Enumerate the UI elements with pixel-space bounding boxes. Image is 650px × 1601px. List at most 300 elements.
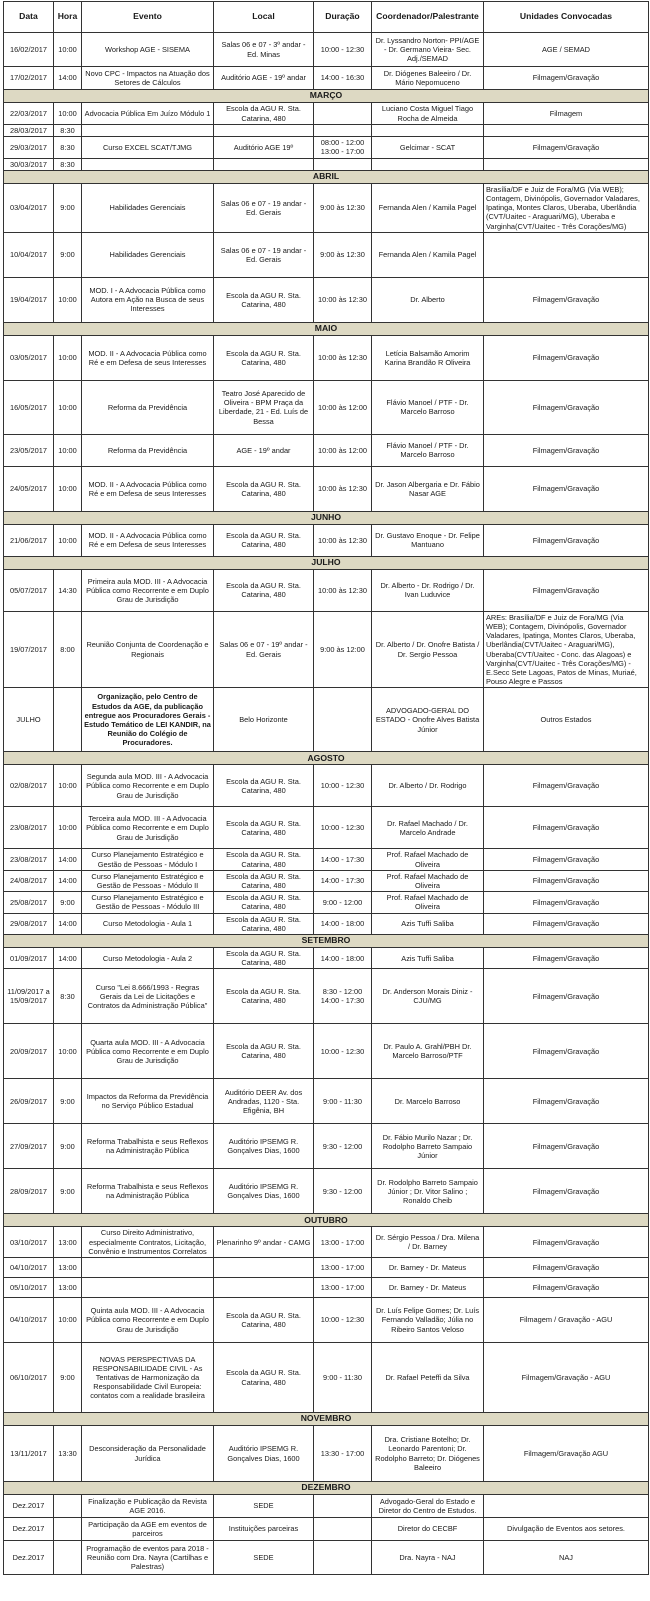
- cell-hora: [54, 1495, 82, 1518]
- cell-local: Escola da AGU R. Sta. Catarina, 480: [214, 807, 314, 849]
- cell-evento: Curso Direito Administrativo, especialmente Contratos, Licitação, Convênio e Instrumentos Correlatos: [82, 1227, 214, 1258]
- cell-coordenador: Diretor do CECBF: [372, 1518, 484, 1541]
- table-row: [4, 969, 649, 1024]
- month-label: MAIO: [4, 322, 649, 335]
- cell-coordenador: Dr. Barney - Dr. Mateus: [372, 1258, 484, 1278]
- table-row: [4, 1227, 649, 1258]
- table-row: [4, 849, 649, 870]
- cell-duracao: 9:00 às 12:30: [314, 232, 372, 277]
- cell-duracao: 9:00 às 12:00: [314, 611, 372, 688]
- cell-hora: 10:00: [54, 807, 82, 849]
- cell-duracao: 9:00 - 11:30: [314, 1343, 372, 1413]
- cell-data: 26/09/2017: [4, 1079, 54, 1124]
- cell-hora: 8:30: [54, 137, 82, 158]
- cell-evento: Curso "Lei 8.666/1993 - Regras Gerais da Lei de Licitações e Contratos da Administração Pública": [82, 969, 214, 1024]
- cell-local: Escola da AGU R. Sta. Catarina, 480: [214, 103, 314, 125]
- cell-hora: 8:30: [54, 969, 82, 1024]
- cell-unidades: Filmagem/Gravação - AGU: [484, 1343, 649, 1413]
- cell-unidades: Filmagem/Gravação: [484, 913, 649, 934]
- cell-coordenador: Dra. Cristiane Botelho; Dr. Leonardo Parentoni; Dr. Rodolpho Barreto; Dr. Diógenes Baleeiro: [372, 1426, 484, 1482]
- cell-local: AGE - 19º andar: [214, 434, 314, 466]
- month-separator: [4, 511, 649, 524]
- table-row: [4, 611, 649, 688]
- cell-duracao: [314, 1495, 372, 1518]
- cell-hora: 10:00: [54, 1024, 82, 1079]
- cell-local: Auditório AGE - 19º andar: [214, 67, 314, 90]
- cell-hora: 14:00: [54, 870, 82, 891]
- cell-data: 23/05/2017: [4, 434, 54, 466]
- cell-data: 19/04/2017: [4, 277, 54, 322]
- cell-evento: Segunda aula MOD. III - A Advocacia Pública como Recorrente e em Duplo Grau de Jurisdição: [82, 765, 214, 807]
- cell-evento: Participação da AGE em eventos de parceiros: [82, 1518, 214, 1541]
- table-row: [4, 434, 649, 466]
- table-row: [4, 1343, 649, 1413]
- col-header-evento: Evento: [82, 2, 214, 33]
- month-separator: [4, 1413, 649, 1426]
- table-row: [4, 1518, 649, 1541]
- cell-data: 23/08/2017: [4, 807, 54, 849]
- cell-evento: MOD. II - A Advocacia Pública como Ré e em Defesa de seus Interesses: [82, 524, 214, 556]
- cell-coordenador: Flávio Manoel / PTF - Dr. Marcelo Barroso: [372, 434, 484, 466]
- cell-data: 03/05/2017: [4, 335, 54, 380]
- cell-hora: 10:00: [54, 380, 82, 434]
- cell-hora: 14:00: [54, 913, 82, 934]
- cell-duracao: [314, 688, 372, 752]
- cell-data: 06/10/2017: [4, 1343, 54, 1413]
- cell-local: Belo Horizonte: [214, 688, 314, 752]
- cell-local: [214, 1258, 314, 1278]
- cell-duracao: 08:00 - 12:00 13:00 - 17:00: [314, 137, 372, 158]
- cell-duracao: [314, 1541, 372, 1575]
- cell-local: Escola da AGU R. Sta. Catarina, 480: [214, 765, 314, 807]
- cell-data: 27/09/2017: [4, 1124, 54, 1169]
- cell-data: 21/06/2017: [4, 524, 54, 556]
- cell-data: 28/09/2017: [4, 1169, 54, 1214]
- cell-hora: 9:00: [54, 892, 82, 913]
- cell-coordenador: Fernanda Alen / Kamila Pagel: [372, 183, 484, 232]
- cell-coordenador: Dr. Alberto - Dr. Rodrigo / Dr. Ivan Luduvice: [372, 569, 484, 611]
- col-header-hora: Hora: [54, 2, 82, 33]
- cell-evento: Reforma Trabalhista e seus Reflexos na Administração Pública: [82, 1169, 214, 1214]
- cell-local: Escola da AGU R. Sta. Catarina, 480: [214, 892, 314, 913]
- table-row: [4, 380, 649, 434]
- cell-local: Salas 06 e 07 - 19 andar - Ed. Gerais: [214, 232, 314, 277]
- cell-local: Escola da AGU R. Sta. Catarina, 480: [214, 870, 314, 891]
- cell-data: 05/07/2017: [4, 569, 54, 611]
- cell-data: 02/08/2017: [4, 765, 54, 807]
- cell-unidades: Filmagem/Gravação: [484, 1024, 649, 1079]
- cell-data: 23/08/2017: [4, 849, 54, 870]
- cell-evento: Curso Planejamento Estratégico e Gestão de Pessoas - Módulo II: [82, 870, 214, 891]
- cell-duracao: 10:00 - 12:30: [314, 33, 372, 67]
- cell-duracao: 14:00 - 16:30: [314, 67, 372, 90]
- col-header-local: Local: [214, 2, 314, 33]
- cell-coordenador: Dr. Anderson Morais Diniz - CJU/MG: [372, 969, 484, 1024]
- cell-data: 30/03/2017: [4, 158, 54, 170]
- cell-coordenador: Azis Tuffi Saliba: [372, 948, 484, 969]
- cell-local: [214, 125, 314, 137]
- cell-hora: 9:00: [54, 232, 82, 277]
- table-row: [4, 158, 649, 170]
- cell-coordenador: [372, 125, 484, 137]
- cell-unidades: Filmagem/Gravação: [484, 1079, 649, 1124]
- cell-duracao: 9:30 - 12:00: [314, 1169, 372, 1214]
- cell-hora: 10:00: [54, 466, 82, 511]
- cell-coordenador: ADVOGADO-GERAL DO ESTADO - Onofre Alves Batista Júnior: [372, 688, 484, 752]
- cell-unidades: Filmagem: [484, 103, 649, 125]
- cell-hora: [54, 1518, 82, 1541]
- cell-local: Salas 06 e 07 - 3º andar - Ed. Minas: [214, 33, 314, 67]
- month-separator: [4, 935, 649, 948]
- cell-hora: 9:00: [54, 1124, 82, 1169]
- cell-evento: Curso EXCEL SCAT/TJMG: [82, 137, 214, 158]
- table-row: [4, 870, 649, 891]
- table-row: [4, 807, 649, 849]
- cell-hora: 13:00: [54, 1278, 82, 1298]
- cell-hora: 10:00: [54, 524, 82, 556]
- cell-evento: Quarta aula MOD. III - A Advocacia Pública como Recorrente e em Duplo Grau de Jurisdição: [82, 1024, 214, 1079]
- cell-hora: [54, 1541, 82, 1575]
- table-row: [4, 1258, 649, 1278]
- cell-hora: 8:30: [54, 125, 82, 137]
- col-header-data: Data: [4, 2, 54, 33]
- cell-hora: 9:00: [54, 1169, 82, 1214]
- cell-evento: Habilidades Gerenciais: [82, 183, 214, 232]
- cell-duracao: 10:00 às 12:30: [314, 569, 372, 611]
- cell-local: [214, 1278, 314, 1298]
- cell-duracao: [314, 158, 372, 170]
- cell-duracao: [314, 1518, 372, 1541]
- cell-data: Dez.2017: [4, 1541, 54, 1575]
- cell-duracao: 10:00 - 12:30: [314, 1298, 372, 1343]
- cell-unidades: Filmagem/Gravação: [484, 277, 649, 322]
- cell-evento: Curso Metodologia - Aula 2: [82, 948, 214, 969]
- table-row: [4, 232, 649, 277]
- table-row: [4, 569, 649, 611]
- cell-hora: 8:00: [54, 611, 82, 688]
- cell-evento: Curso Planejamento Estratégico e Gestão de Pessoas - Módulo I: [82, 849, 214, 870]
- cell-unidades: [484, 232, 649, 277]
- table-row: [4, 1495, 649, 1518]
- cell-data: 17/02/2017: [4, 67, 54, 90]
- month-separator: [4, 556, 649, 569]
- cell-duracao: 9:00 às 12:30: [314, 183, 372, 232]
- cell-duracao: 14:00 - 17:30: [314, 870, 372, 891]
- cell-evento: [82, 125, 214, 137]
- cell-duracao: 10:00 - 12:30: [314, 765, 372, 807]
- cell-hora: 13:00: [54, 1227, 82, 1258]
- cell-duracao: 9:00 - 11:30: [314, 1079, 372, 1124]
- cell-evento: Programação de eventos para 2018 - Reunião com Dra. Nayra (Cartilhas e Palestras): [82, 1541, 214, 1575]
- table-row: [4, 67, 649, 90]
- cell-duracao: [314, 125, 372, 137]
- cell-evento: Quinta aula MOD. III - A Advocacia Pública como Recorrente e em Duplo Grau de Jurisdição: [82, 1298, 214, 1343]
- month-separator: [4, 752, 649, 765]
- cell-coordenador: Prof. Rafael Machado de Oliveira: [372, 870, 484, 891]
- cell-local: Escola da AGU R. Sta. Catarina, 480: [214, 969, 314, 1024]
- cell-unidades: Filmagem/Gravação: [484, 807, 649, 849]
- cell-data: 16/02/2017: [4, 33, 54, 67]
- cell-local: Escola da AGU R. Sta. Catarina, 480: [214, 948, 314, 969]
- cell-coordenador: [372, 158, 484, 170]
- cell-data: 10/04/2017: [4, 232, 54, 277]
- cell-coordenador: Luciano Costa Miguel Tiago Rocha de Almeida: [372, 103, 484, 125]
- cell-data: 13/11/2017: [4, 1426, 54, 1482]
- cell-unidades: Filmagem/Gravação: [484, 524, 649, 556]
- cell-hora: 14:30: [54, 569, 82, 611]
- cell-coordenador: Dr. Barney - Dr. Mateus: [372, 1278, 484, 1298]
- cell-local: SEDE: [214, 1541, 314, 1575]
- cell-coordenador: Fernanda Alen / Kamila Pagel: [372, 232, 484, 277]
- cell-coordenador: Prof. Rafael Machado de Oliveira: [372, 849, 484, 870]
- cell-hora: 10:00: [54, 1298, 82, 1343]
- cell-hora: 13:00: [54, 1258, 82, 1278]
- table-row: [4, 1169, 649, 1214]
- month-separator: [4, 1214, 649, 1227]
- event-schedule-table: [3, 1, 649, 1575]
- table-row: [4, 1426, 649, 1482]
- cell-local: Escola da AGU R. Sta. Catarina, 480: [214, 569, 314, 611]
- cell-unidades: NAJ: [484, 1541, 649, 1575]
- table-row: [4, 183, 649, 232]
- cell-local: Escola da AGU R. Sta. Catarina, 480: [214, 849, 314, 870]
- cell-duracao: 10:00 às 12:30: [314, 466, 372, 511]
- cell-unidades: Brasília/DF e Juiz de Fora/MG (Via WEB); Contagem, Divinópolis, Governador Valadares, Ipatinga, Montes Claros, Uberaba, Uberlândia (CVT/Uaitec - Araguari/MG), Uberaba e Varginha(CVT/Uaitec - Três Corações/MG): [484, 183, 649, 232]
- cell-data: 04/10/2017: [4, 1298, 54, 1343]
- cell-data: 29/08/2017: [4, 913, 54, 934]
- cell-local: Salas 06 e 07 - 19º andar - Ed. Gerais: [214, 611, 314, 688]
- cell-hora: [54, 688, 82, 752]
- cell-unidades: Filmagem/Gravação: [484, 849, 649, 870]
- cell-unidades: Filmagem/Gravação: [484, 948, 649, 969]
- table-row: [4, 765, 649, 807]
- cell-hora: 10:00: [54, 277, 82, 322]
- cell-unidades: Filmagem/Gravação: [484, 1169, 649, 1214]
- month-label: JULHO: [4, 556, 649, 569]
- month-label: JUNHO: [4, 511, 649, 524]
- cell-evento: Finalização e Publicação da Revista AGE 2016.: [82, 1495, 214, 1518]
- cell-local: Teatro José Aparecido de Oliveira - BPM Praça da Liberdade, 21 - Ed. Luís de Bessa: [214, 380, 314, 434]
- cell-coordenador: Azis Tuffi Saliba: [372, 913, 484, 934]
- cell-duracao: 10:00 às 12:30: [314, 524, 372, 556]
- cell-data: 04/10/2017: [4, 1258, 54, 1278]
- cell-unidades: Filmagem/Gravação: [484, 1258, 649, 1278]
- cell-unidades: AGE / SEMAD: [484, 33, 649, 67]
- month-label: NOVEMBRO: [4, 1413, 649, 1426]
- cell-evento: NOVAS PERSPECTIVAS DA RESPONSABILIDADE CIVIL - As Tentativas de Harmonização da Responsabilidade Civil Europeia: contatos com a realidade brasileira: [82, 1343, 214, 1413]
- cell-hora: 9:00: [54, 183, 82, 232]
- cell-duracao: 10:00 - 12:30: [314, 1024, 372, 1079]
- table-row: [4, 1079, 649, 1124]
- cell-unidades: [484, 158, 649, 170]
- table-row: [4, 892, 649, 913]
- cell-local: SEDE: [214, 1495, 314, 1518]
- cell-evento: Novo CPC - Impactos na Atuação dos Setores de Cálculos: [82, 67, 214, 90]
- cell-coordenador: Dr. Paulo A. Grahl/PBH Dr. Marcelo Barroso/PTF: [372, 1024, 484, 1079]
- cell-data: 05/10/2017: [4, 1278, 54, 1298]
- cell-coordenador: Advogado-Geral do Estado e Diretor do Centro de Estudos.: [372, 1495, 484, 1518]
- cell-duracao: [314, 103, 372, 125]
- cell-unidades: Filmagem/Gravação: [484, 67, 649, 90]
- cell-duracao: 14:00 - 17:30: [314, 849, 372, 870]
- cell-data: 24/05/2017: [4, 466, 54, 511]
- table-row: [4, 466, 649, 511]
- cell-coordenador: Dr. Jason Albergaria e Dr. Fábio Nasar AGE: [372, 466, 484, 511]
- cell-data: Dez.2017: [4, 1518, 54, 1541]
- cell-unidades: Filmagem/Gravação: [484, 380, 649, 434]
- cell-coordenador: Dr. Gustavo Enoque - Dr. Felipe Mantuano: [372, 524, 484, 556]
- cell-unidades: Filmagem/Gravação: [484, 569, 649, 611]
- cell-duracao: 10:00 - 12:30: [314, 807, 372, 849]
- cell-duracao: 13:00 - 17:00: [314, 1227, 372, 1258]
- cell-data: 24/08/2017: [4, 870, 54, 891]
- cell-coordenador: Dr. Lyssandro Norton- PPI/AGE - Dr. Germano Vieira- Sec. Adj./SEMAD: [372, 33, 484, 67]
- cell-data: 19/07/2017: [4, 611, 54, 688]
- cell-duracao: 10:00 às 12:30: [314, 335, 372, 380]
- cell-local: Escola da AGU R. Sta. Catarina, 480: [214, 913, 314, 934]
- cell-evento: Impactos da Reforma da Previdência no Serviço Público Estadual: [82, 1079, 214, 1124]
- cell-coordenador: Prof. Rafael Machado de Oliveira: [372, 892, 484, 913]
- cell-evento: [82, 1258, 214, 1278]
- cell-coordenador: Dr. Alberto / Dr. Rodrigo: [372, 765, 484, 807]
- cell-evento: Curso Planejamento Estratégico e Gestão de Pessoas - Módulo III: [82, 892, 214, 913]
- cell-unidades: Divulgação de Eventos aos setores.: [484, 1518, 649, 1541]
- month-separator: [4, 170, 649, 183]
- cell-duracao: 10:00 às 12:00: [314, 380, 372, 434]
- cell-unidades: Filmagem/Gravação: [484, 1124, 649, 1169]
- cell-evento: Habilidades Gerenciais: [82, 232, 214, 277]
- cell-evento: Reforma Trabalhista e seus Reflexos na Administração Pública: [82, 1124, 214, 1169]
- cell-data: JULHO: [4, 688, 54, 752]
- cell-duracao: 10:00 às 12:30: [314, 277, 372, 322]
- table-row: [4, 335, 649, 380]
- cell-coordenador: Dr. Marcelo Barroso: [372, 1079, 484, 1124]
- cell-data: 01/09/2017: [4, 948, 54, 969]
- cell-local: Instituições parceiras: [214, 1518, 314, 1541]
- cell-hora: 14:00: [54, 67, 82, 90]
- cell-coordenador: Dr. Luís Felipe Gomes; Dr. Luís Fernando Valladão; Júlia no Ribeiro Santos Veloso: [372, 1298, 484, 1343]
- cell-evento: Reforma da Previdência: [82, 380, 214, 434]
- cell-evento: Workshop AGE - SISEMA: [82, 33, 214, 67]
- table-row: [4, 1124, 649, 1169]
- cell-unidades: [484, 1495, 649, 1518]
- month-label: AGOSTO: [4, 752, 649, 765]
- month-separator: [4, 1482, 649, 1495]
- cell-coordenador: Dr. Fábio Murilo Nazar ; Dr. Rodolpho Barreto Sampaio Júnior: [372, 1124, 484, 1169]
- cell-local: Auditório IPSEMG R. Gonçalves Dias, 1600: [214, 1124, 314, 1169]
- month-separator: [4, 90, 649, 103]
- cell-coordenador: Letícia Balsamão Amorim Karina Brandão R Oliveira: [372, 335, 484, 380]
- cell-evento: Terceira aula MOD. III - A Advocacia Pública como Recorrente e em Duplo Grau de Jurisdição: [82, 807, 214, 849]
- cell-hora: 9:00: [54, 1079, 82, 1124]
- cell-local: Auditório AGE 19º: [214, 137, 314, 158]
- cell-local: Escola da AGU R. Sta. Catarina, 480: [214, 277, 314, 322]
- cell-data: 29/03/2017: [4, 137, 54, 158]
- cell-unidades: Filmagem/Gravação: [484, 870, 649, 891]
- cell-coordenador: Dr. Sérgio Pessoa / Dra. Milena / Dr. Barney: [372, 1227, 484, 1258]
- cell-hora: 14:00: [54, 849, 82, 870]
- cell-evento: Primeira aula MOD. III - A Advocacia Pública como Recorrente e em Duplo Grau de Jurisdição: [82, 569, 214, 611]
- cell-data: 25/08/2017: [4, 892, 54, 913]
- cell-data: 03/10/2017: [4, 1227, 54, 1258]
- cell-unidades: Filmagem/Gravação: [484, 1227, 649, 1258]
- table-row: [4, 1541, 649, 1575]
- cell-unidades: Filmagem/Gravação: [484, 1278, 649, 1298]
- cell-evento: Organização, pelo Centro de Estudos da AGE, da publicação entregue aos Procuradores Gerais - Estudo Temático de LEI KANDIR, na Reunião do Colégio de Procuradores.: [82, 688, 214, 752]
- cell-hora: 14:00: [54, 948, 82, 969]
- cell-local: Escola da AGU R. Sta. Catarina, 480: [214, 466, 314, 511]
- header-row: [4, 2, 649, 33]
- cell-local: Escola da AGU R. Sta. Catarina, 480: [214, 1343, 314, 1413]
- cell-unidades: Filmagem/Gravação: [484, 892, 649, 913]
- cell-unidades: Filmagem/Gravação: [484, 137, 649, 158]
- cell-unidades: Filmagem/Gravação AGU: [484, 1426, 649, 1482]
- cell-evento: MOD. II - A Advocacia Pública como Ré e em Defesa de seus Interesses: [82, 335, 214, 380]
- table-row: [4, 1278, 649, 1298]
- col-header-duracao: Duração: [314, 2, 372, 33]
- table-row: [4, 913, 649, 934]
- cell-hora: 10:00: [54, 335, 82, 380]
- cell-evento: Advocacia Pública Em Juízo Módulo 1: [82, 103, 214, 125]
- cell-unidades: Filmagem/Gravação: [484, 434, 649, 466]
- cell-data: 22/03/2017: [4, 103, 54, 125]
- month-separator: [4, 322, 649, 335]
- cell-hora: 10:00: [54, 765, 82, 807]
- cell-coordenador: Dr. Alberto: [372, 277, 484, 322]
- cell-unidades: Outros Estados: [484, 688, 649, 752]
- table-row: [4, 125, 649, 137]
- col-header-coordenador: Coordenador/Palestrante: [372, 2, 484, 33]
- cell-evento: Reunião Conjunta de Coordenação e Regionais: [82, 611, 214, 688]
- cell-duracao: 8:30 - 12:00 14:00 - 17:30: [314, 969, 372, 1024]
- cell-coordenador: Gelcimar - SCAT: [372, 137, 484, 158]
- cell-hora: 13:30: [54, 1426, 82, 1482]
- cell-coordenador: Flávio Manoel / PTF - Dr. Marcelo Barroso: [372, 380, 484, 434]
- cell-local: Escola da AGU R. Sta. Catarina, 480: [214, 335, 314, 380]
- cell-coordenador: Dr. Rafael Machado / Dr. Marcelo Andrade: [372, 807, 484, 849]
- cell-evento: Reforma da Previdência: [82, 434, 214, 466]
- cell-data: 16/05/2017: [4, 380, 54, 434]
- cell-local: Escola da AGU R. Sta. Catarina, 480: [214, 524, 314, 556]
- table-row: [4, 688, 649, 752]
- cell-local: Salas 06 e 07 - 19 andar - Ed. Gerais: [214, 183, 314, 232]
- table-row: [4, 1024, 649, 1079]
- table-row: [4, 1298, 649, 1343]
- cell-duracao: 14:00 - 18:00: [314, 913, 372, 934]
- cell-hora: 10:00: [54, 33, 82, 67]
- month-label: DEZEMBRO: [4, 1482, 649, 1495]
- cell-unidades: Filmagem/Gravação: [484, 765, 649, 807]
- cell-unidades: Filmagem/Gravação: [484, 969, 649, 1024]
- cell-coordenador: Dr. Diógenes Baleeiro / Dr. Mário Nepomuceno: [372, 67, 484, 90]
- cell-duracao: 13:00 - 17:00: [314, 1278, 372, 1298]
- cell-duracao: 10:00 às 12:00: [314, 434, 372, 466]
- table-row: [4, 277, 649, 322]
- cell-evento: Curso Metodologia - Aula 1: [82, 913, 214, 934]
- cell-data: 28/03/2017: [4, 125, 54, 137]
- cell-unidades: Filmagem / Gravação - AGU: [484, 1298, 649, 1343]
- cell-evento: [82, 158, 214, 170]
- month-label: ABRIL: [4, 170, 649, 183]
- cell-evento: MOD. II - A Advocacia Pública como Ré e em Defesa de seus Interesses: [82, 466, 214, 511]
- cell-local: Plenarinho 9º andar - CAMG: [214, 1227, 314, 1258]
- cell-duracao: 9:00 - 12:00: [314, 892, 372, 913]
- cell-hora: 10:00: [54, 103, 82, 125]
- cell-data: Dez.2017: [4, 1495, 54, 1518]
- table-row: [4, 948, 649, 969]
- table-row: [4, 33, 649, 67]
- cell-data: 03/04/2017: [4, 183, 54, 232]
